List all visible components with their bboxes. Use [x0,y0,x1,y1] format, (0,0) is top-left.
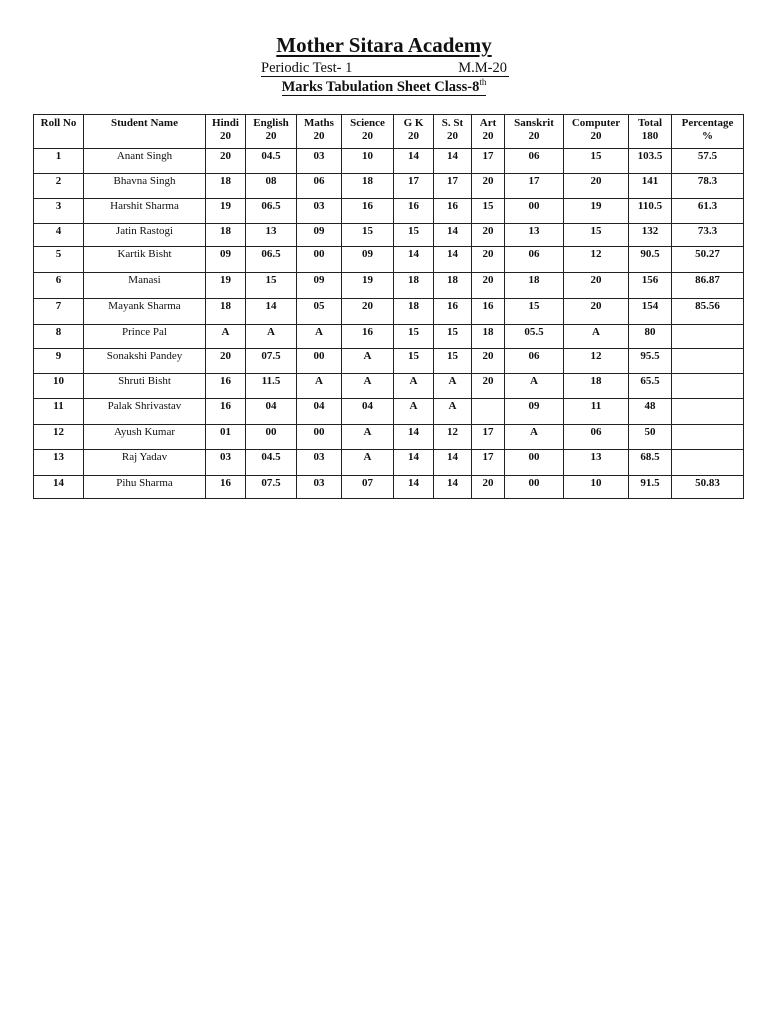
total-cell: 80 [629,325,672,349]
subject-mark-cell: 20 [472,273,505,299]
subject-mark-cell: A [206,325,246,349]
subject-mark-cell: 19 [564,199,629,224]
subject-mark-cell: 14 [434,450,472,476]
subject-mark-cell: 18 [564,374,629,399]
table-row [34,325,744,349]
roll-no-cell: 1 [34,149,84,174]
table-row [34,374,744,399]
roll-no-cell: 3 [34,199,84,224]
student-name-cell: Jatin Rastogi [84,224,206,247]
subject-mark-cell: 14 [394,247,434,273]
subject-mark-cell: 20 [472,374,505,399]
total-cell: 141 [629,174,672,199]
subject-mark-cell: 17 [472,425,505,450]
subject-mark-cell: 16 [342,199,394,224]
subject-mark-cell: 06.5 [246,199,297,224]
total-cell: 68.5 [629,450,672,476]
table-row [34,273,744,299]
roll-no-cell: 8 [34,325,84,349]
student-name-cell: Anant Singh [84,149,206,174]
subject-mark-cell: 09 [342,247,394,273]
table-row [34,476,744,499]
subject-mark-cell: 03 [297,450,342,476]
subject-mark-cell: 20 [472,349,505,374]
table-header-row [34,115,744,149]
subject-mark-cell: 03 [297,476,342,499]
student-name-cell: Harshit Sharma [84,199,206,224]
roll-no-cell: 11 [34,399,84,425]
roll-no-cell: 14 [34,476,84,499]
subject-mark-cell: 00 [505,476,564,499]
subject-mark-cell: 16 [206,476,246,499]
total-cell: 90.5 [629,247,672,273]
roll-no-cell: 4 [34,224,84,247]
sheet-title-superscript: th [479,77,487,87]
subject-mark-cell: 00 [297,425,342,450]
subject-mark-cell: 13 [505,224,564,247]
subject-mark-cell: 11 [564,399,629,425]
subject-mark-cell: 10 [564,476,629,499]
table-row [34,425,744,450]
sheet-title [0,78,768,96]
subject-mark-cell: A [246,325,297,349]
subject-mark-cell: 16 [342,325,394,349]
subject-mark-cell: 14 [434,149,472,174]
subject-mark-cell: 20 [472,174,505,199]
subject-mark-cell: 20 [564,273,629,299]
subject-mark-cell: 09 [297,273,342,299]
subject-mark-cell: 09 [505,399,564,425]
percentage-cell [672,374,744,399]
percentage-cell [672,349,744,374]
subject-mark-cell: 03 [297,199,342,224]
subject-mark-cell: 16 [394,199,434,224]
subject-mark-cell: A [342,349,394,374]
sheet-title-main: Marks Tabulation Sheet Class-8 [281,79,480,95]
test-info-underline [261,76,509,77]
subject-mark-cell: 15 [505,299,564,325]
subject-mark-cell: 03 [206,450,246,476]
total-cell: 65.5 [629,374,672,399]
subject-mark-cell: 14 [394,149,434,174]
sheet-title-text [282,79,487,96]
school-name-heading: Mother Sitara Academy [276,33,492,57]
roll-no-cell: 9 [34,349,84,374]
percentage-cell [672,325,744,349]
subject-mark-cell: 06 [564,425,629,450]
table-row [34,399,744,425]
subject-mark-cell: A [394,374,434,399]
subject-mark-cell: A [342,374,394,399]
subject-mark-cell: 15 [434,325,472,349]
subject-mark-cell: 13 [246,224,297,247]
subject-mark-cell: 14 [394,450,434,476]
column-header-student-name: Student Name [84,115,206,149]
subject-mark-cell: 04.5 [246,149,297,174]
percentage-cell: 86.87 [672,273,744,299]
student-name-cell: Shruti Bisht [84,374,206,399]
subject-mark-cell: 17 [434,174,472,199]
subject-mark-cell: 18 [342,174,394,199]
total-cell: 91.5 [629,476,672,499]
subject-mark-cell: 03 [297,149,342,174]
subject-mark-cell: 20 [206,149,246,174]
subject-mark-cell: 18 [472,325,505,349]
column-header-science: Science 20 [342,115,394,149]
column-header-computer: Computer 20 [564,115,629,149]
subject-mark-cell: 14 [434,247,472,273]
subject-mark-cell: 07.5 [246,476,297,499]
total-cell: 103.5 [629,149,672,174]
roll-no-cell: 13 [34,450,84,476]
subject-mark-cell: 18 [505,273,564,299]
column-header-sanskrit: Sanskrit 20 [505,115,564,149]
subject-mark-cell: A [297,325,342,349]
subject-mark-cell: 19 [342,273,394,299]
roll-no-cell: 2 [34,174,84,199]
total-cell: 50 [629,425,672,450]
subject-mark-cell: 15 [434,349,472,374]
percentage-cell [672,425,744,450]
table-row [34,450,744,476]
subject-mark-cell: 15 [564,224,629,247]
percentage-cell [672,450,744,476]
subject-mark-cell: 04 [342,399,394,425]
percentage-cell: 57.5 [672,149,744,174]
percentage-cell: 50.27 [672,247,744,273]
subject-mark-cell: A [505,425,564,450]
total-cell: 95.5 [629,349,672,374]
max-marks: M.M-20 [458,60,507,76]
subject-mark-cell: 20 [206,349,246,374]
subject-mark-cell: 19 [206,199,246,224]
subject-mark-cell: 14 [246,299,297,325]
roll-no-cell: 10 [34,374,84,399]
roll-no-cell: 12 [34,425,84,450]
subject-mark-cell: 20 [472,224,505,247]
column-header-social-studies: S. St 20 [434,115,472,149]
subject-mark-cell: 06 [505,349,564,374]
student-name-cell: Bhavna Singh [84,174,206,199]
column-header-gk: G K 20 [394,115,434,149]
table-row [34,349,744,374]
subject-mark-cell: 13 [564,450,629,476]
column-header-roll-no: Roll No [34,115,84,149]
subject-mark-cell: 09 [297,224,342,247]
subject-mark-cell: 16 [434,299,472,325]
student-name-cell: Sonakshi Pandey [84,349,206,374]
roll-no-cell: 5 [34,247,84,273]
column-header-total: Total 180 [629,115,672,149]
marks-table [33,114,744,499]
student-name-cell: Pihu Sharma [84,476,206,499]
test-name: Periodic Test- 1 [261,60,353,76]
subject-mark-cell: 10 [342,149,394,174]
subject-mark-cell: 18 [434,273,472,299]
subject-mark-cell: 06 [505,247,564,273]
table-row [34,174,744,199]
column-header-english: English 20 [246,115,297,149]
subject-mark-cell: 17 [505,174,564,199]
subject-mark-cell: 20 [472,476,505,499]
subject-mark-cell: 18 [394,299,434,325]
total-cell: 48 [629,399,672,425]
table-row [34,149,744,174]
subject-mark-cell: 07 [342,476,394,499]
percentage-cell: 61.3 [672,199,744,224]
student-name-cell: Prince Pal [84,325,206,349]
subject-mark-cell: 05.5 [505,325,564,349]
percentage-cell: 73.3 [672,224,744,247]
percentage-cell: 78.3 [672,174,744,199]
subject-mark-cell: 16 [472,299,505,325]
subject-mark-cell: 11.5 [246,374,297,399]
subject-mark-cell: 15 [342,224,394,247]
subject-mark-cell: 18 [394,273,434,299]
subject-mark-cell: 18 [206,299,246,325]
subject-mark-cell: A [297,374,342,399]
column-header-maths: Maths 20 [297,115,342,149]
subject-mark-cell: 16 [206,399,246,425]
subject-mark-cell: 15 [246,273,297,299]
subject-mark-cell: A [505,374,564,399]
subject-mark-cell: 14 [434,476,472,499]
column-header-percentage: Percentage % [672,115,744,149]
student-name-cell: Manasi [84,273,206,299]
subject-mark-cell: 05 [297,299,342,325]
subject-mark-cell: 19 [206,273,246,299]
subject-mark-cell: 07.5 [246,349,297,374]
marks-table-body [34,149,744,499]
subject-mark-cell: 08 [246,174,297,199]
subject-mark-cell: 12 [434,425,472,450]
subject-mark-cell: 15 [472,199,505,224]
percentage-cell: 85.56 [672,299,744,325]
subject-mark-cell: A [394,399,434,425]
subject-mark-cell: 04 [297,399,342,425]
subject-mark-cell: 06.5 [246,247,297,273]
subject-mark-cell: 17 [472,149,505,174]
table-row [34,299,744,325]
roll-no-cell: 7 [34,299,84,325]
subject-mark-cell: 14 [394,425,434,450]
subject-mark-cell: 12 [564,349,629,374]
table-row [34,199,744,224]
student-name-cell: Palak Shrivastav [84,399,206,425]
subject-mark-cell: 00 [505,450,564,476]
subject-mark-cell: 00 [297,349,342,374]
subject-mark-cell: 20 [564,174,629,199]
subject-mark-cell: 04.5 [246,450,297,476]
table-row [34,224,744,247]
subject-mark-cell: 20 [342,299,394,325]
subject-mark-cell: 00 [246,425,297,450]
percentage-cell: 50.83 [672,476,744,499]
subject-mark-cell: 09 [206,247,246,273]
student-name-cell: Kartik Bisht [84,247,206,273]
subject-mark-cell: A [434,399,472,425]
subject-mark-cell: 16 [206,374,246,399]
subject-mark-cell: 00 [505,199,564,224]
subject-mark-cell: 18 [206,174,246,199]
total-cell: 154 [629,299,672,325]
subject-mark-cell: 16 [434,199,472,224]
subject-mark-cell: 04 [246,399,297,425]
subject-mark-cell: A [342,425,394,450]
subject-mark-cell: 20 [564,299,629,325]
student-name-cell: Raj Yadav [84,450,206,476]
roll-no-cell: 6 [34,273,84,299]
subject-mark-cell [472,399,505,425]
subject-mark-cell: 15 [394,224,434,247]
subject-mark-cell: 00 [297,247,342,273]
table-row [34,247,744,273]
subject-mark-cell: 15 [394,325,434,349]
column-header-art: Art 20 [472,115,505,149]
subject-mark-cell: 14 [394,476,434,499]
total-cell: 156 [629,273,672,299]
subject-mark-cell: A [434,374,472,399]
subject-mark-cell: 15 [564,149,629,174]
total-cell: 132 [629,224,672,247]
column-header-hindi: Hindi 20 [206,115,246,149]
subject-mark-cell: 06 [297,174,342,199]
student-name-cell: Mayank Sharma [84,299,206,325]
subject-mark-cell: 20 [472,247,505,273]
subject-mark-cell: 06 [505,149,564,174]
percentage-cell [672,399,744,425]
subject-mark-cell: 18 [206,224,246,247]
subject-mark-cell: A [564,325,629,349]
subject-mark-cell: 12 [564,247,629,273]
subject-mark-cell: 01 [206,425,246,450]
subject-mark-cell: 17 [394,174,434,199]
test-info-line [261,60,509,77]
subject-mark-cell: 15 [394,349,434,374]
subject-mark-cell: 14 [434,224,472,247]
subject-mark-cell: A [342,450,394,476]
subject-mark-cell: 17 [472,450,505,476]
student-name-cell: Ayush Kumar [84,425,206,450]
total-cell: 110.5 [629,199,672,224]
